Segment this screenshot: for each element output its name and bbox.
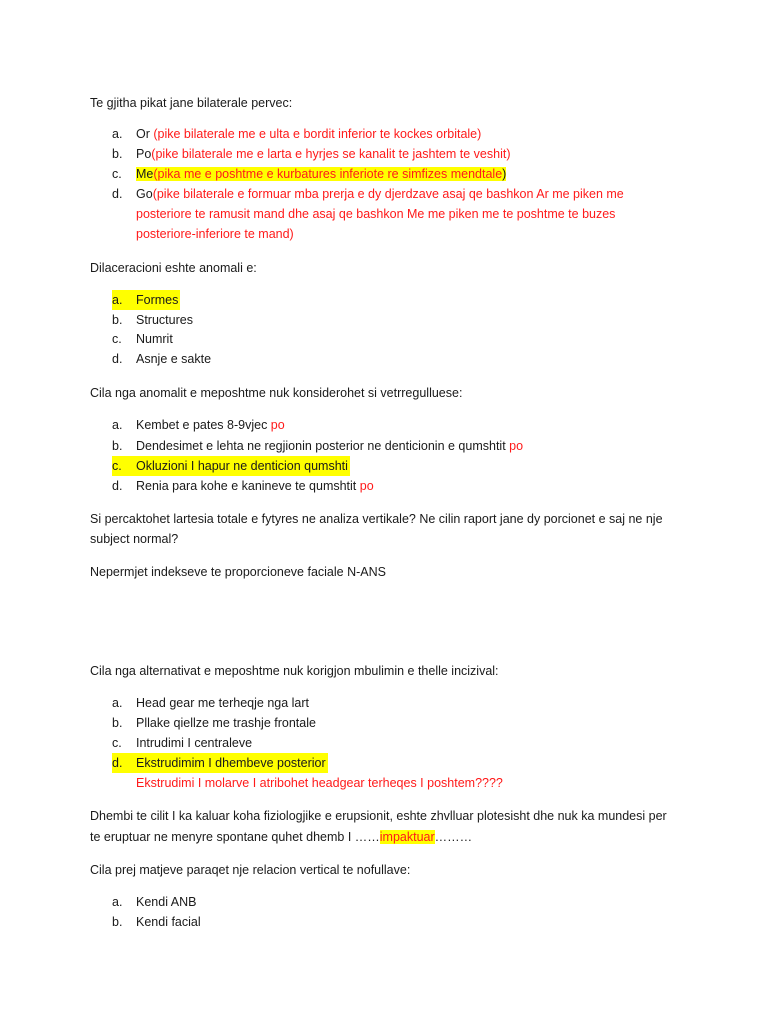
option-text: Formes — [136, 293, 179, 307]
q3-option-b — [112, 436, 523, 456]
q5-option-c — [112, 733, 252, 753]
option-text: Head gear me terheqje nga lart — [136, 696, 310, 710]
option-label: b. — [112, 313, 123, 327]
q6-text-before: te eruptuar ne menyre spontane quhet dhemb I …… — [90, 830, 380, 844]
option-text: Asnje e sakte — [136, 352, 212, 366]
q1-option-d — [112, 184, 624, 204]
q3-option-d — [112, 476, 374, 496]
q1-prompt: Te gjitha pikat jane bilaterale pervec: — [90, 96, 293, 110]
option-label: a. — [112, 895, 123, 909]
option-text: Numrit — [136, 332, 173, 346]
option-label: d. — [112, 187, 123, 201]
q1-option-d-cont-2: posteriore-inferiore te mand) — [136, 227, 294, 241]
option-label: d. — [112, 756, 123, 770]
highlighted-answer — [136, 167, 506, 181]
option-label: a. — [112, 696, 123, 710]
option-label: b. — [112, 147, 123, 161]
answer-note: (pika me e poshtme e kurbatures inferiote re simfizes mendtale — [153, 167, 503, 181]
option-text: Po — [136, 147, 152, 161]
q2-option-a — [112, 290, 180, 310]
q2-option-b — [112, 310, 193, 330]
answer-note: po — [509, 439, 524, 453]
q5-option-a — [112, 693, 309, 713]
answer-note: po — [270, 418, 285, 432]
q6-text-line-2 — [90, 827, 690, 847]
q2-option-d — [112, 349, 211, 369]
q2-prompt: Dilaceracioni eshte anomali e: — [90, 261, 257, 275]
option-label: b. — [112, 439, 123, 453]
option-text: Pllake qiellze me trashje frontale — [136, 716, 316, 730]
answer-note: po — [359, 479, 374, 493]
option-label: d. — [112, 352, 123, 366]
option-label: a. — [112, 418, 123, 432]
option-text: Renia para kohe e kanineve te qumshtit — [136, 479, 360, 493]
q3-option-c — [112, 456, 350, 476]
q4-answer: Nepermjet indekseve te proporcioneve faciale N-ANS — [90, 565, 386, 579]
option-text: Kendi facial — [136, 915, 201, 929]
q6-answer-highlight: impaktuar — [379, 830, 435, 844]
option-label: b. — [112, 915, 123, 929]
option-text: Dendesimet e lehta ne regjionin posterior ne denticionin e qumshtit — [136, 439, 510, 453]
option-text: Okluzioni I hapur ne denticion qumshti — [136, 459, 348, 473]
q5-answer-note: Ekstrudimi I molarve I atribohet headgear terheqes I poshtem???? — [136, 776, 503, 790]
q3-prompt: Cila nga anomalit e meposhtme nuk konsiderohet si vetrregulluese: — [90, 386, 463, 400]
option-text: Kembet e pates 8-9vjec — [136, 418, 271, 432]
q5-option-d — [112, 753, 328, 773]
q2-option-c — [112, 329, 173, 349]
option-text: Intrudimi I centraleve — [136, 736, 253, 750]
q6-text-line-1: Dhembi te cilit I ka kaluar koha fiziologjike e erupsionit, eshte zhvlluar plotesisht dhe nuk ka mundesi per — [90, 809, 667, 823]
option-label: b. — [112, 716, 123, 730]
q7-option-a — [112, 892, 196, 912]
option-text: Structures — [136, 313, 193, 327]
option-label: d. — [112, 479, 123, 493]
answer-note: (pike bilaterale me e ulta e bordit inferior te kockes orbitale) — [149, 127, 482, 141]
answer-note: (pike bilaterale me e larta e hyrjes se kanalit te jashtem te veshit) — [151, 147, 511, 161]
option-label: c. — [112, 459, 122, 473]
option-text: Me — [136, 167, 154, 181]
q1-option-a — [112, 124, 481, 144]
option-text: Or — [136, 127, 150, 141]
q6-text-after: ……… — [434, 830, 473, 844]
q3-option-a — [112, 415, 285, 435]
q1-option-b — [112, 144, 511, 164]
q7-prompt: Cila prej matjeve paraqet nje relacion vertical te nofullave: — [90, 863, 411, 877]
option-label: c. — [112, 332, 122, 346]
q5-prompt: Cila nga alternativat e meposhtme nuk korigjon mbulimin e thelle incizival: — [90, 664, 499, 678]
q1-option-c — [112, 164, 506, 184]
q4-prompt-line-2: subject normal? — [90, 532, 179, 546]
option-text: Ekstrudimim I dhembeve posterior — [136, 756, 326, 770]
q7-option-b — [112, 912, 201, 932]
option-text: Kendi ANB — [136, 895, 197, 909]
option-label: a. — [112, 127, 123, 141]
option-text-close: ) — [502, 167, 507, 181]
q1-option-d-cont-1: posteriore te ramusit mand dhe asaj qe bashkon Me me piken me te poshtme te buzes — [136, 207, 616, 221]
option-label: c. — [112, 736, 122, 750]
answer-note: (pike bilaterale e formuar mba prerja e dy djerdzave asaj qe bashkon Ar me piken me — [152, 187, 624, 201]
q4-prompt-line-1: Si percaktohet lartesia totale e fytyres ne analiza vertikale? Ne cilin raport jane dy porcionet e saj ne nje — [90, 512, 663, 526]
option-text: Go — [136, 187, 153, 201]
option-label: c. — [112, 167, 122, 181]
option-label: a. — [112, 293, 123, 307]
q5-option-b — [112, 713, 316, 733]
